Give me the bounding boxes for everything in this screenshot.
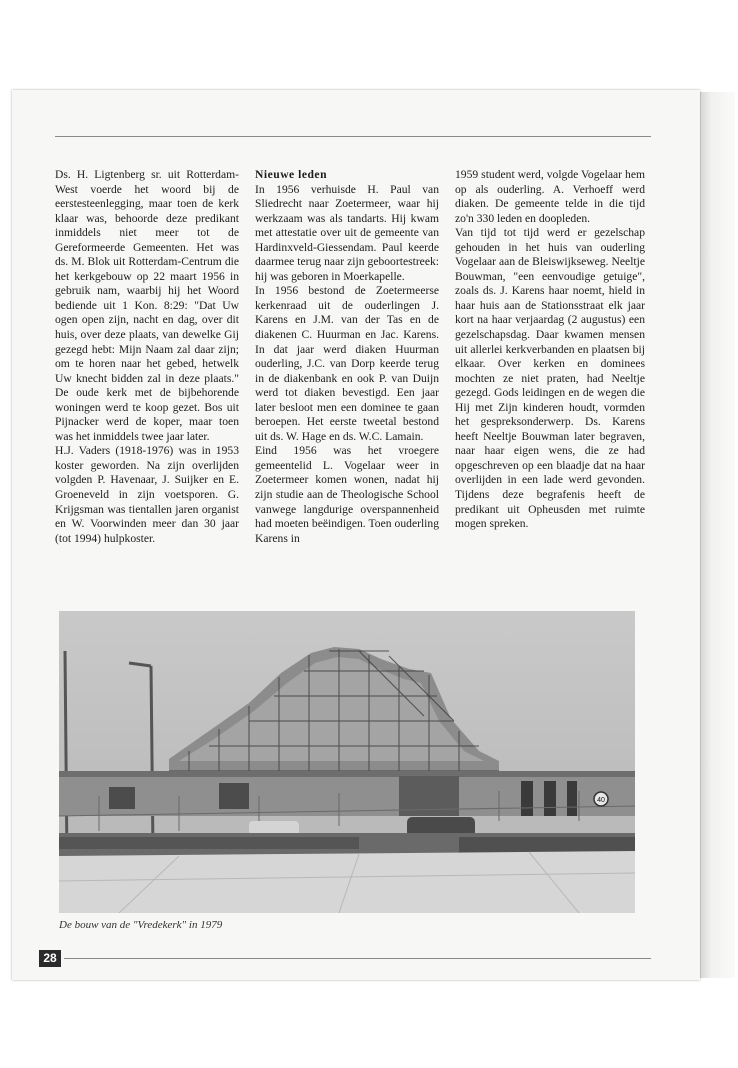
church-construction-photo [59,611,635,913]
speed-sign-text: 40 [597,797,605,804]
page-number: 28 [39,950,61,967]
car [249,821,299,835]
paragraph: Ds. H. Ligtenberg sr. uit Rotterdam-West voerde het woord bij de eerstesteenlegging, maar toen de kerk klaar was, behoorde deze predikant inmiddels niet meer tot de Gereformeerde Gemeenten. Het was ds. M. Blok uit Rotterdam-Centrum die het kerkgebouw op 22 maart 1956 in gebruik nam, waarbij hij het Woord bediende uit 1 Kon. 8:29: "Dat Uw ogen open zijn, nacht en dag, over dit huis, over deze plaats, van dewelke Gij gezegd hebt: Mijn Naam zal daar zijn; om te horen naar het gebed, hetwelk Uw knecht bidden zal in deze plaats." De oude kerk met de bijbehorende woningen werd te koop gezet. Bos uit Pijnacker werd de koper, maar toen was het inmiddels twee jaar later. [55,168,239,443]
paragraph: In 1956 verhuisde H. Paul van Sliedrecht naar Zoetermeer, waar hij werkzaam was als tandarts. Hij kwam met attestatie over uit de gemeente van Hardinxveld-Giessendam. Paul keerde daarmee terug naar zijn geboortestreek: hij was geboren in Moerkapelle. [255,182,439,283]
paragraph: H.J. Vaders (1918-1976) was in 1953 koster geworden. Na zijn overlijden volgden P. Havenaar, J. Suijker en E. Groeneveld in zijn voetsporen. G. Krijgsman was tientallen jaren organist en W. Voorwinden meer dan 30 jaar (tot 1994) hulpkoster. [55,444,239,545]
paragraph: Eind 1956 was het vroegere gemeentelid L. Vogelaar weer in Zoetermeer komen wonen, nadat hij zijn studie aan de Theologische School vanwege langdurige overspannenheid had moeten beëindigen. Toen ouderling Karens in [255,444,439,545]
text-column-1 [55,168,239,546]
top-rule [55,136,651,137]
photo-illustration [59,611,635,913]
text-column-3 [455,168,645,532]
magazine-page [12,90,700,980]
photo-caption: De bouw van de "Vredekerk" in 1979 [59,919,223,931]
section-heading: Nieuwe leden [255,168,328,181]
paragraph: In 1956 bestond de Zoetermeerse kerkenraad uit de ouderlingen J. Karens en J.M. van der Tas en de diakenen C. Huurman en Jac. Karens. In dat jaar werd diaken Huurman ouderling, J.C. van Dorp keerde terug in de diakenbank en ook P. van Duijn werd tot diaken bevestigd. Een jaar later besloot men een dominee te gaan beroepen. Het eerste tweetal bestond uit ds. W. Hage en ds. W.C. Lamain. [255,284,439,443]
next-page-edge [700,92,735,978]
paragraph: Van tijd tot tijd werd er gezelschap gehouden in het huis van ouderling Vogelaar aan de Bleiswijkseweg. Neeltje Bouwman, "een eenvoudige getuige", zoals ds. J. Karens haar noemt, hield in haar huis aan de Stationsstraat elk jaar kort na haar verjaardag (2 augustus) een gezelschapsdag. Daar kwamen mensen uit allerlei kerkverbanden en plaatsen bij elkaar. Over kerken en dominees mochten ze niet praten, had Neeltje gezegd. Gods leidingen en de wegen die Hij met Zijn kinderen houdt, vormden het gespreksonderwerp. Ds. Karens heeft Neeltje Bouwman later begraven, naar haar eigen wens, die ze had opgeschreven op een blaadje dat na haar overlijden in een lade werd gevonden. Tijdens deze begrafenis heeft de predikant uit Opheusden met ruimte mogen spreken. [455,226,645,531]
text-column-2 [255,168,439,546]
bottom-rule [64,958,651,959]
paragraph: 1959 student werd, volgde Vogelaar hem op als ouderling. A. Verhoeff werd diaken. De gemeente telde in die tijd zo'n 330 leden en doopleden. [455,168,645,225]
